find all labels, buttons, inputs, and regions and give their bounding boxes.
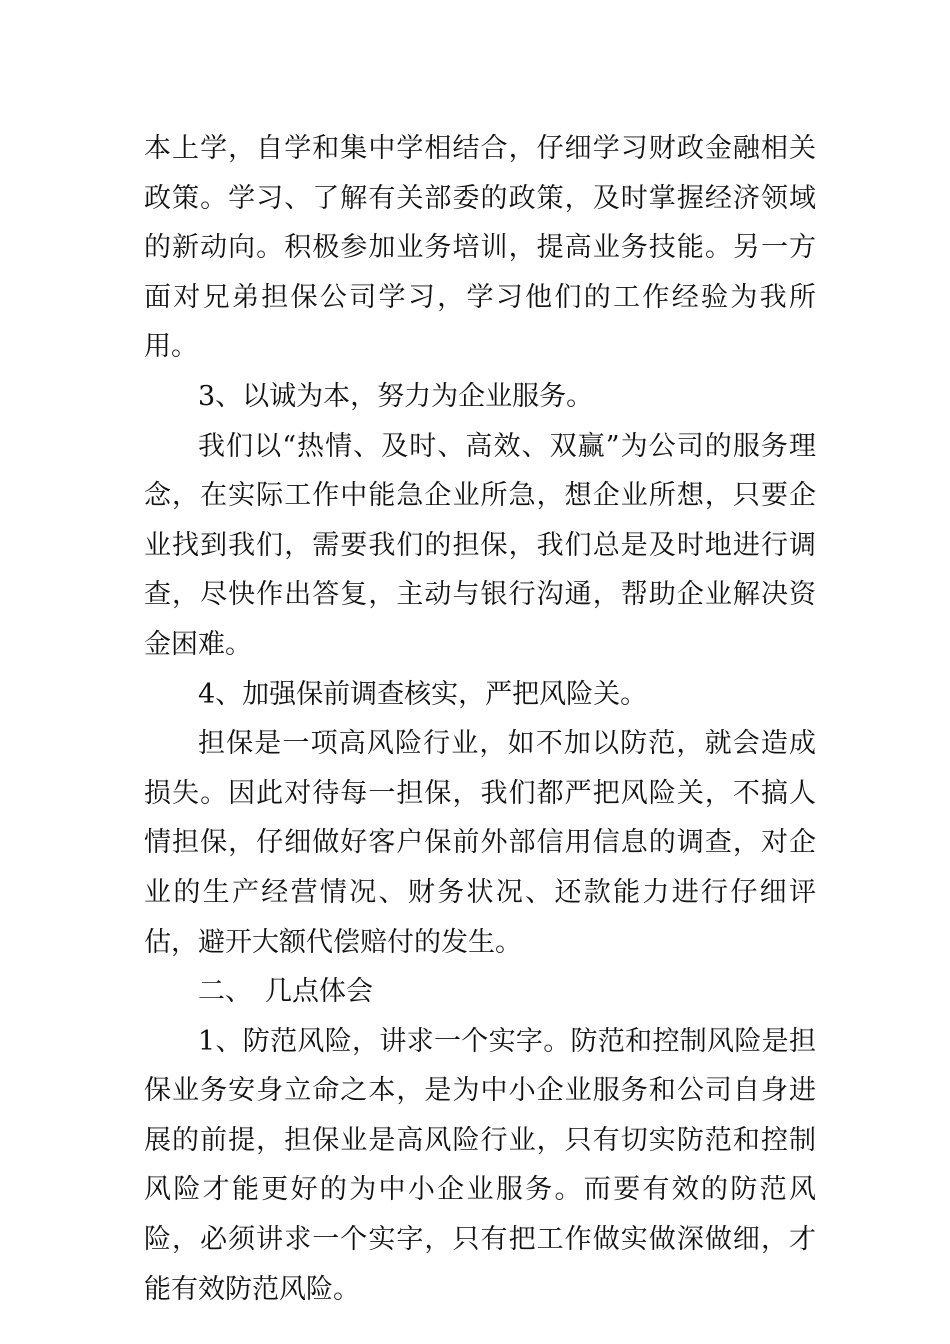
section-number: 二、	[198, 976, 252, 1008]
section-title: 几点体会	[265, 976, 373, 1008]
section-heading-experiences	[144, 967, 816, 1017]
document-body	[144, 124, 816, 1314]
subheading-sincerity-service: 3、以诚为本，努力为企业服务。	[198, 380, 594, 412]
paragraph-risk-prevention: 1、防范风险，讲求一个实字。防范和控制风险是担保业务安身立命之本，是为中小企业服务和公司自身进展的前提，担保业是高风险行业，只有切实防范和控制风险才能更好的为中小企业服务。而要有效的防范风险，必须讲求一个实字，只有把工作做实做深做细，才能有效防范风险。	[144, 1025, 816, 1305]
paragraph-continued-study: 本上学，自学和集中学相结合，仔细学习财政金融相关政策。学习、了解有关部委的政策，及时掌握经济领域的新动向。积极参加业务培训，提高业务技能。另一方面对兄弟担保公司学习，学习他们的工作经验为我所用。	[144, 133, 816, 363]
paragraph-risk-control: 担保是一项高风险行业，如不加以防范，就会造成损失。因此对待每一担保，我们都严把风险关，不搞人情担保，仔细做好客户保前外部信用信息的调查，对企业的生产经营情况、财务状况、还款能力进行仔细评估，避开大额代偿赔付的发生。	[144, 728, 816, 958]
paragraph-service-concept: 我们以“热情、及时、高效、双赢”为公司的服务理念，在实际工作中能急企业所急，想企业所想，只要企业找到我们，需要我们的担保，我们总是及时地进行调查，尽快作出答复，主动与银行沟通，帮助企业解决资金困难。	[144, 430, 816, 660]
subheading-pre-guarantee-investigation: 4、加强保前调查核实，严把风险关。	[198, 678, 648, 710]
